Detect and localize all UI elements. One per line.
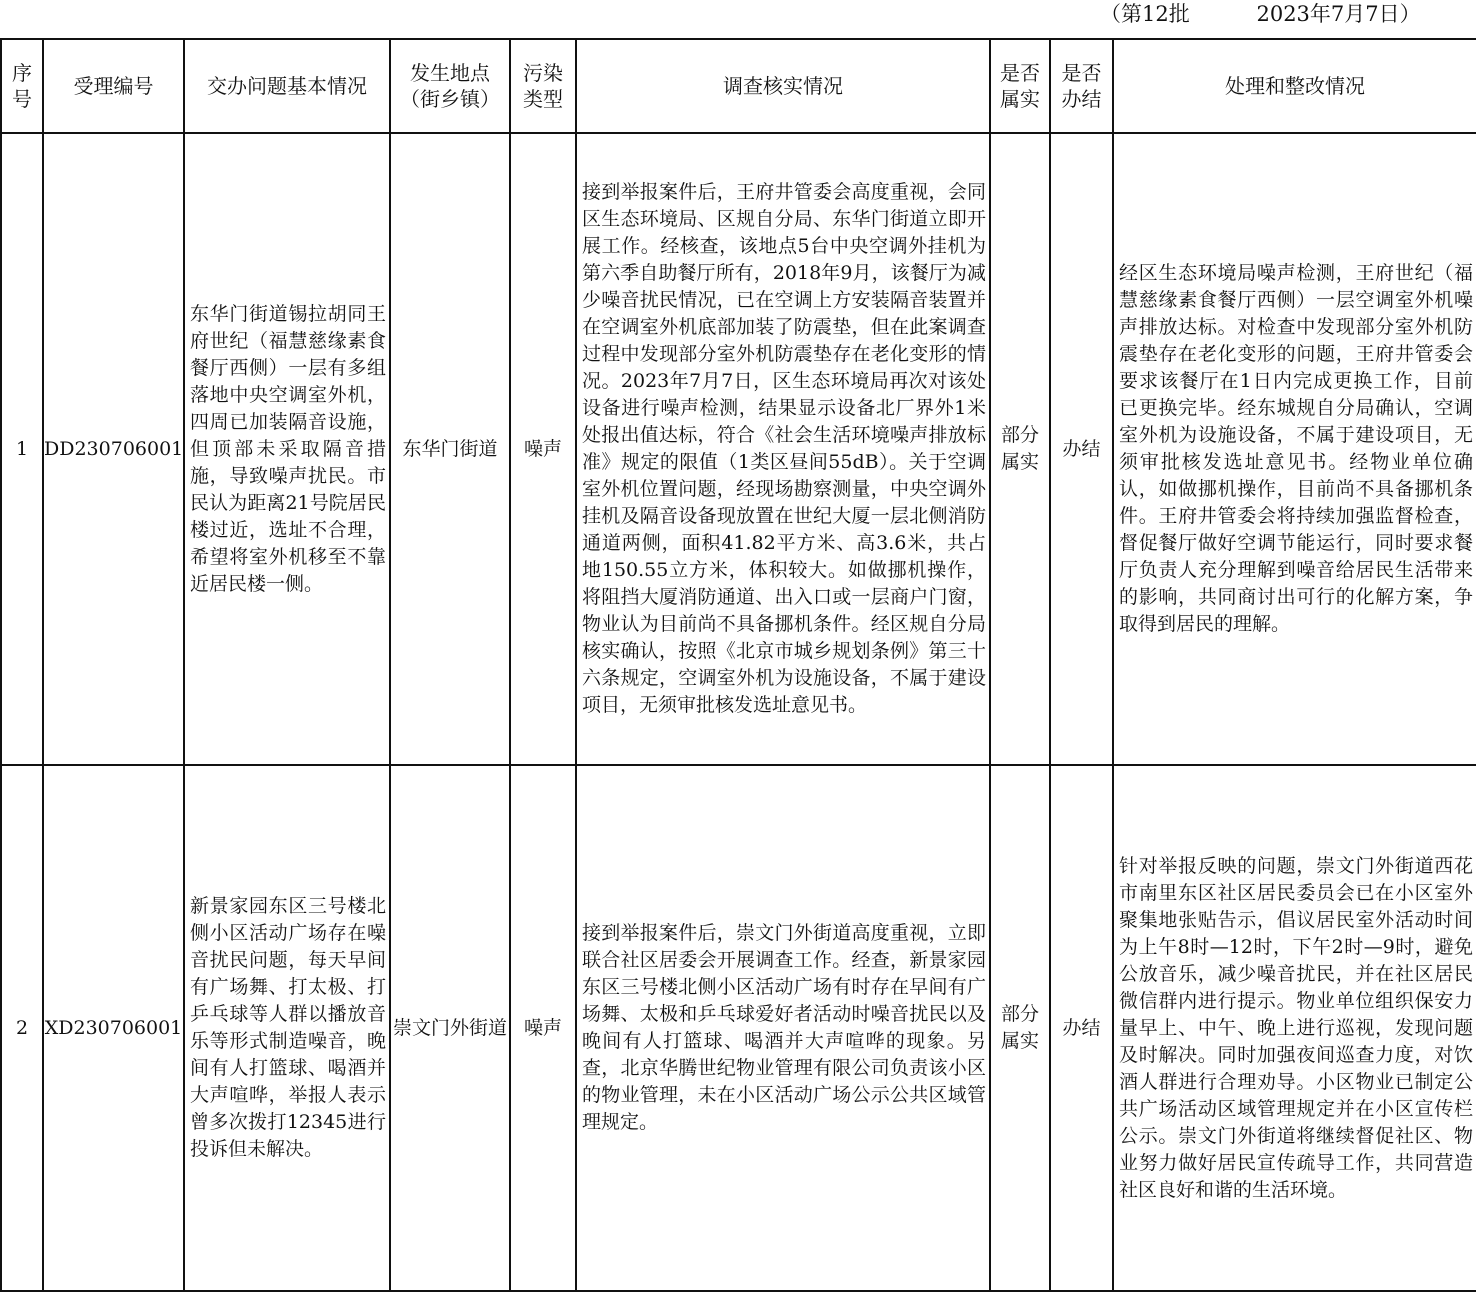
cell-verified: 部分属实 xyxy=(990,133,1050,765)
cell-id: DD230706001 xyxy=(43,133,184,765)
cell-problem: 东华门街道锡拉胡同王府世纪（福慧慈缘素食餐厅西侧）一层有多组落地中央空调室外机，四周已加装隔音设施，但顶部未采取隔音措施，导致噪声扰民。市民认为距离21号院居民楼过近，选址不合理，希望将室外机移至不靠近居民楼一侧。 xyxy=(184,133,390,765)
complaint-table xyxy=(0,38,1476,1292)
cell-handling: 针对举报反映的问题，崇文门外街道西花市南里东区社区居民委员会已在小区室外聚集地张贴告示，倡议居民室外活动时间为上午8时—12时，下午2时—9时，避免公放音乐，减少噪音扰民，并在社区居民微信群内进行提示。物业单位组织保安力量早上、中午、晚上进行巡视，发现问题及时解决。同时加强夜间巡查力度，对饮酒人群进行合理劝导。小区物业已制定公共广场活动区域管理规定并在小区宣传栏公示。崇文门外街道将继续督促社区、物业努力做好居民宣传疏导工作，共同营造社区良好和谐的生活环境。 xyxy=(1113,765,1476,1291)
header-investigation: 调查核实情况 xyxy=(576,39,990,133)
cell-closed: 办结 xyxy=(1050,133,1113,765)
cell-seq: 2 xyxy=(1,765,43,1291)
header-seq: 序号 xyxy=(1,39,43,133)
cell-problem: 新景家园东区三号楼北侧小区活动广场存在噪音扰民问题，每天早间有广场舞、打太极、打乒乓球等人群以播放音乐等形式制造噪音，晚间有人打篮球、喝酒并大声喧哗，举报人表示曾多次拨打12345进行投诉但未解决。 xyxy=(184,765,390,1291)
cell-handling: 经区生态环境局噪声检测，王府世纪（福慧慈缘素食餐厅西侧）一层空调室外机噪声排放达标。对检查中发现部分室外机防震垫存在老化变形的问题，王府井管委会要求该餐厅在1日内完成更换工作，目前已更换完毕。经东城规自分局确认，空调室外机为设施设备，不属于建设项目，无须审批核发选址意见书。经物业单位确认，如做挪机操作，目前尚不具备挪机条件。王府井管委会将持续加强监督检查，督促餐厅做好空调节能运行，同时要求餐厅负责人充分理解到噪音给居民生活带来的影响，共同商讨出可行的化解方案，争取得到居民的理解。 xyxy=(1113,133,1476,765)
header-handling: 处理和整改情况 xyxy=(1113,39,1476,133)
header-location: 发生地点（街乡镇） xyxy=(390,39,510,133)
table-row xyxy=(1,765,1476,1291)
header-problem: 交办问题基本情况 xyxy=(184,39,390,133)
cell-id: XD230706001 xyxy=(43,765,184,1291)
header-pollution: 污染类型 xyxy=(510,39,576,133)
cell-investigation: 接到举报案件后，王府井管委会高度重视，会同区生态环境局、区规自分局、东华门街道立即开展工作。经核查，该地点5台中央空调外挂机为第六季自助餐厅所有，2018年9月，该餐厅为减少噪音扰民情况，已在空调上方安装隔音装置并在空调室外机底部加装了防震垫，但在此案调查过程中发现部分室外机防震垫存在老化变形的情况。2023年7月7日，区生态环境局再次对该处设备进行噪声检测，结果显示设备北厂界外1米处报出值达标，符合《社会生活环境噪声排放标准》规定的限值（1类区昼间55dB）。关于空调室外机位置问题，经现场勘察测量，中央空调外挂机及隔音设备现放置在世纪大厦一层北侧消防通道两侧，面积41.82平方米、高3.6米，共占地150.55立方米，体积较大。如做挪机操作，将阻挡大厦消防通道、出入口或一层商户门窗，物业认为目前尚不具备挪机条件。经区规自分局核实确认，按照《北京市城乡规划条例》第三十六条规定，空调室外机为设施设备，不属于建设项目，无须审批核发选址意见书。 xyxy=(576,133,990,765)
cell-location: 崇文门外街道 xyxy=(390,765,510,1291)
cell-location: 东华门街道 xyxy=(390,133,510,765)
batch-date-line: （第12批 2023年7月7日） xyxy=(1100,2,1421,26)
header-row xyxy=(1,39,1476,133)
cell-closed: 办结 xyxy=(1050,765,1113,1291)
cell-pollution: 噪声 xyxy=(510,133,576,765)
cell-investigation: 接到举报案件后，崇文门外街道高度重视，立即联合社区居委会开展调查工作。经查，新景家园东区三号楼北侧小区活动广场有时存在早间有广场舞、太极和乒乓球爱好者活动时噪音扰民以及晚间有人打篮球、喝酒并大声喧哗的现象。另查，北京华腾世纪物业管理有限公司负责该小区的物业管理，未在小区活动广场公示公共区域管理规定。 xyxy=(576,765,990,1291)
cell-pollution: 噪声 xyxy=(510,765,576,1291)
table-row xyxy=(1,133,1476,765)
header-verified: 是否属实 xyxy=(990,39,1050,133)
header-id: 受理编号 xyxy=(43,39,184,133)
cell-verified: 部分属实 xyxy=(990,765,1050,1291)
header-closed: 是否办结 xyxy=(1050,39,1113,133)
cell-seq: 1 xyxy=(1,133,43,765)
